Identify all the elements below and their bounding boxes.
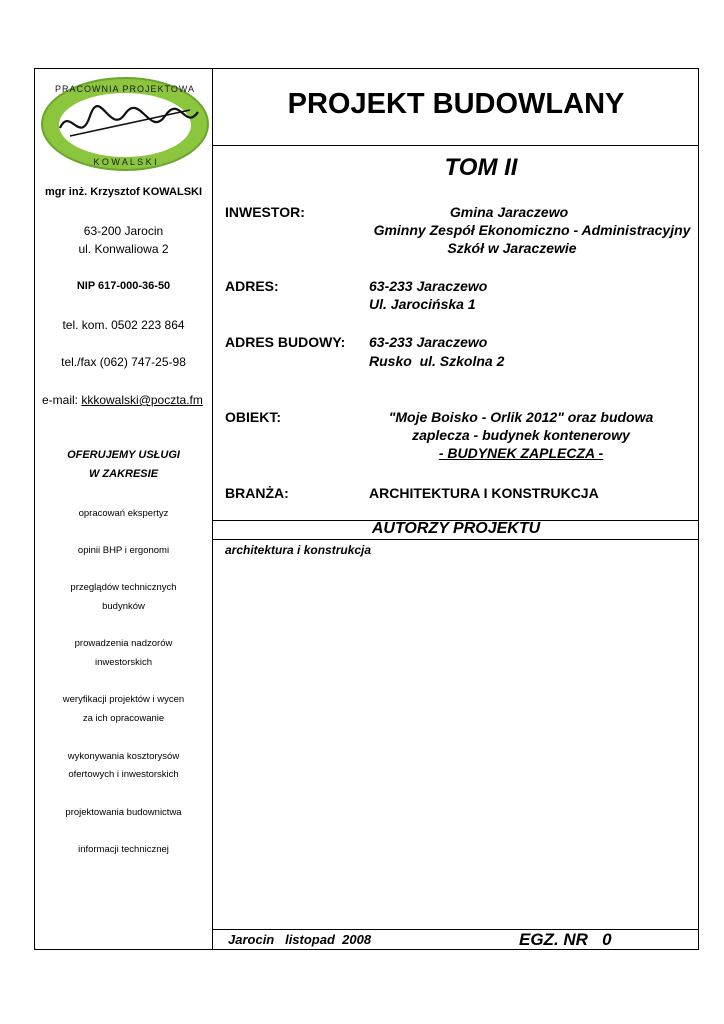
logo-top-text: PRACOWNIA PROJEKTOWA: [54, 84, 196, 94]
service-item: weryfikacji projektów i wycen: [62, 694, 185, 705]
company-city: 63-200 Jarocin: [83, 224, 164, 238]
column-divider: [212, 68, 213, 950]
company-tel-fax: tel./fax (062) 747-25-98: [61, 355, 186, 369]
investor-label: INWESTOR:: [225, 204, 305, 220]
service-item: budynków: [102, 601, 145, 612]
address-line-2: Ul. Jarocińska 1: [369, 296, 476, 312]
object-line-3: - BUDYNEK ZAPLECZA -: [438, 445, 604, 461]
email-label: e-mail:: [42, 393, 82, 407]
investor-line-1: Gmina Jaraczewo: [449, 204, 569, 220]
company-street: ul. Konwaliowa 2: [78, 242, 169, 256]
address-line-1: 63-233 Jaraczewo: [369, 278, 488, 294]
service-item: przeglądów technicznych: [70, 582, 177, 593]
email-link[interactable]: kkkowalski@poczta.fm: [81, 393, 203, 407]
footer-place-date: Jarocin listopad 2008: [228, 932, 372, 947]
object-line-2: zaplecza - budynek kontenerowy: [412, 427, 630, 443]
site-address-line-1: 63-233 Jaraczewo: [369, 334, 488, 350]
company-tel-kom: tel. kom. 0502 223 864: [62, 318, 185, 332]
company-person: mgr inż. Krzysztof KOWALSKI: [44, 186, 203, 198]
authors-bottom-divider: [212, 539, 699, 540]
service-item: prowadzenia nadzorów: [74, 638, 173, 649]
service-item: opracowań ekspertyz: [78, 508, 169, 519]
logo-bottom-text: K O W A L S K I: [93, 157, 157, 167]
service-item: ofertowych i inwestorskich: [68, 769, 179, 780]
offer-title-2: W ZAKRESIE: [88, 468, 159, 480]
page-title: PROJEKT BUDOWLANY: [287, 88, 625, 120]
address-label: ADRES:: [225, 278, 279, 294]
authors-section-architecture: architektura i konstrukcja: [225, 543, 372, 557]
service-item: informacji technicznej: [78, 844, 169, 855]
branch-label: BRANŻA:: [225, 485, 289, 501]
volume-number: TOM II: [444, 154, 518, 181]
company-nip: NIP 617-000-36-50: [76, 280, 171, 292]
service-item: za ich opracowanie: [82, 713, 165, 724]
company-logo: [40, 76, 210, 172]
footer-divider: [212, 929, 699, 930]
footer-copy-number: EGZ. NR 0: [519, 930, 612, 949]
object-line-1: "Moje Boisko - Orlik 2012" oraz budowa: [388, 409, 654, 425]
service-item: inwestorskich: [94, 657, 153, 668]
investor-line-2: Gminny Zespół Ekonomiczno - Administracyjny: [373, 222, 691, 238]
service-item: wykonywania kosztorysów: [67, 751, 180, 762]
site-address-label: ADRES BUDOWY:: [225, 334, 346, 350]
authors-heading: AUTORZY PROJEKTU: [371, 520, 541, 537]
branch-value: ARCHITEKTURA I KONSTRUKCJA: [369, 485, 599, 501]
service-item: opinii BHP i ergonomi: [77, 545, 170, 556]
offer-title-1: OFERUJEMY USŁUGI: [67, 449, 180, 461]
company-email: [42, 393, 203, 407]
investor-line-3: Szkół w Jaraczewie: [447, 240, 577, 256]
object-label: OBIEKT:: [225, 409, 281, 425]
service-item: projektowania budownictwa: [65, 807, 182, 818]
title-divider: [212, 145, 699, 146]
site-address-line-2: Rusko ul. Szkolna 2: [369, 353, 505, 369]
